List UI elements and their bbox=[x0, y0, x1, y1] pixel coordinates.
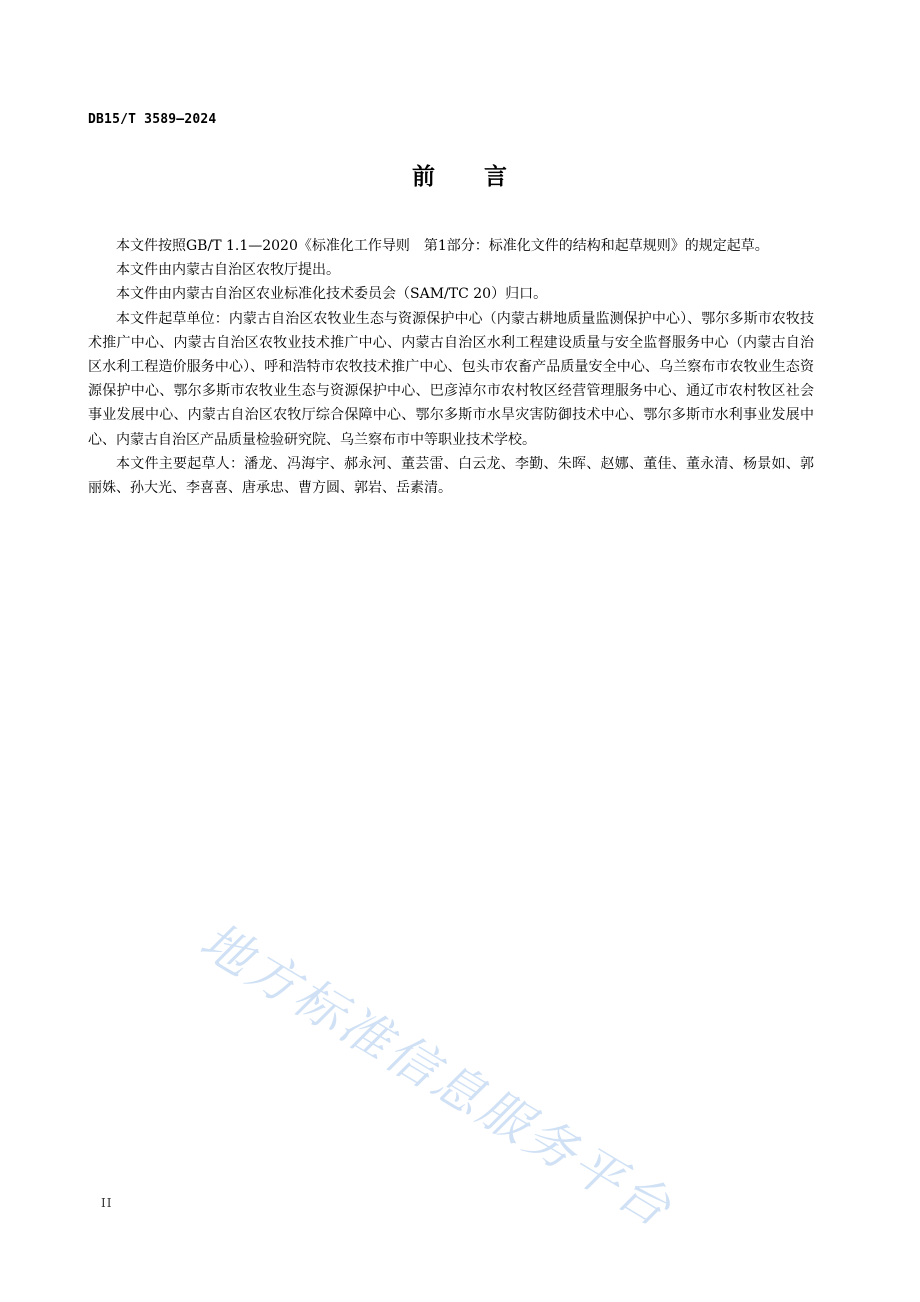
document-code: DB15/T 3589—2024 bbox=[88, 112, 217, 127]
paragraph-drafters: 本文件主要起草人：潘龙、冯海宇、郝永河、董芸雷、白云龙、李勤、朱晖、赵娜、董佳、董永清、杨景如、郭丽姝、孙大光、李喜喜、唐承忠、曹方圆、郭岩、岳素清。 bbox=[88, 455, 814, 497]
page-number: II bbox=[101, 1196, 113, 1210]
paragraph-drafting-rules: 本文件按照GB/T 1.1—2020《标准化工作导则 第1部分：标准化文件的结构和起草规则》的规定起草。 bbox=[116, 238, 769, 254]
page-title: 前 言 bbox=[412, 164, 508, 190]
preface-body bbox=[88, 234, 814, 500]
paragraph-proposer: 本文件由内蒙古自治区农牧厅提出。 bbox=[116, 262, 340, 279]
watermark: 地方标准信息服务平台 bbox=[190, 911, 684, 1240]
paragraph-drafting-units: 本文件起草单位：内蒙古自治区农牧业生态与资源保护中心（内蒙古耕地质量监测保护中心）、鄂尔多斯市农牧技术推广中心、内蒙古自治区农牧业技术推广中心、内蒙古自治区水利工程建设质量与安全监督服务中心（内蒙古自治区水利工程造价服务中心）、呼和浩特市农牧技术推广中心、包头市农畜产品质量安全中心、乌兰察布市农牧业生态资源保护中心、鄂尔多斯市农牧业生态与资源保护中心、巴彦淖尔市农村牧区经营管理服务中心、通辽市农村牧区社会事业发展中心、内蒙古自治区农牧厅综合保障中心、鄂尔多斯市水旱灾害防御技术中心、鄂尔多斯市水利事业发展中心、内蒙古自治区产品质量检验研究院、乌兰察布市中等职业技术学校。 bbox=[88, 310, 814, 448]
paragraph-technical-committee: 本文件由内蒙古自治区农业标准化技术委员会（SAM/TC 20）归口。 bbox=[116, 286, 548, 303]
